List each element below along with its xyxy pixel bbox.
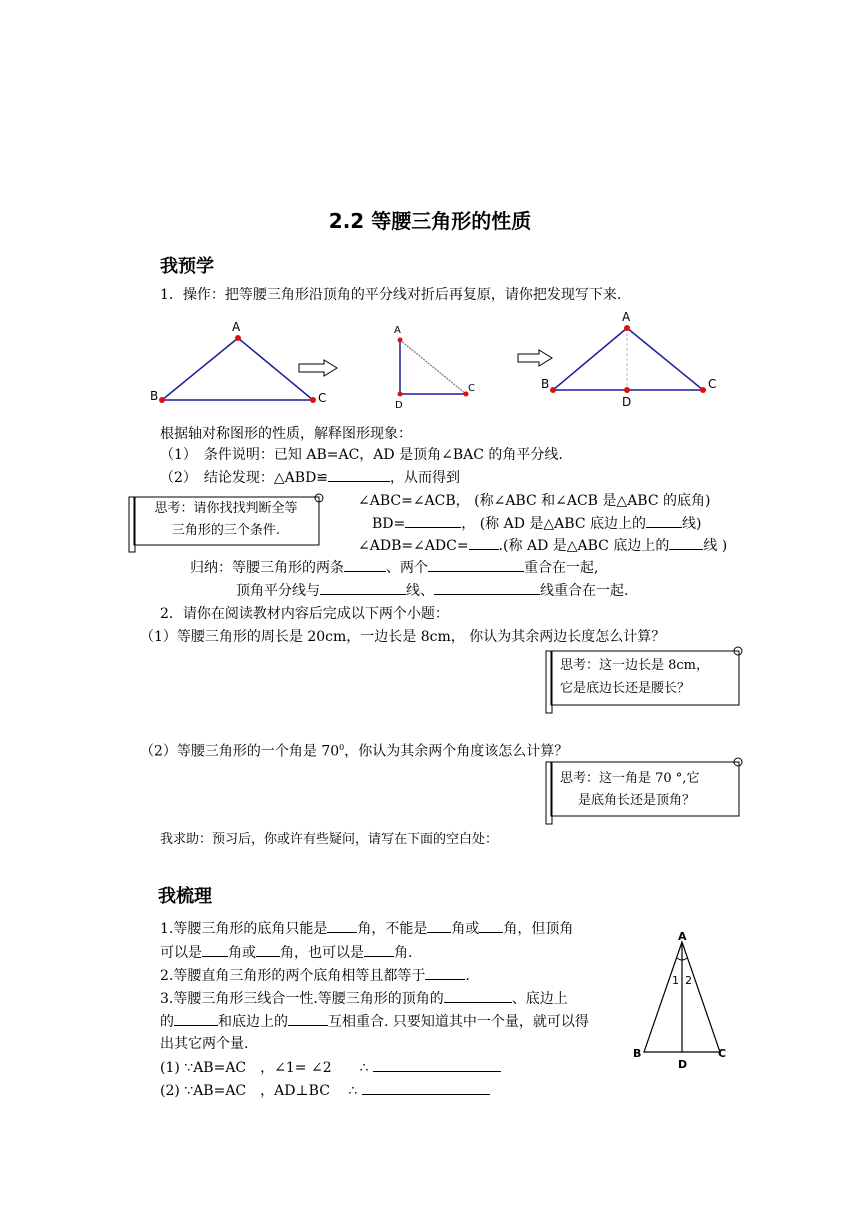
q1-condition: （1） 条件说明：已知 AB=AC，AD 是顶角∠BAC 的角平分线. <box>160 447 563 463</box>
q1-line-1: ∠ABC=∠ACB， (称∠ABC 和∠ACB 是△ABC 的底角) <box>358 493 711 509</box>
q1-conclusion: （2） 结论发现：△ABD≌ ，从而得到 <box>160 467 460 488</box>
organize-line-5: 的 和底边上的 互相重合. 只要知道其中一个量，就可以得 <box>160 1011 589 1032</box>
fig1-label-c: C <box>318 391 327 405</box>
figure-triangle-3 <box>535 308 735 408</box>
think-1-line-2: 三角形的三个条件. <box>171 523 281 538</box>
fig3-label-b: B <box>541 377 550 391</box>
q2-part-2: （2）等腰三角形的一个角是 $70^0$，你认为其余两个角度该怎么计算？ <box>140 743 569 760</box>
fig4-label-c: C <box>718 1047 727 1060</box>
organize-line-1: 1.等腰三角形的底角只能是 角，不能是 角或 角，但顶角 <box>160 918 573 939</box>
fig4-label-1: 1 <box>672 974 679 987</box>
fig3-label-a: A <box>622 310 631 324</box>
organize-line-6: 出其它两个量. <box>160 1036 249 1052</box>
q1-summary-1: 归纳：等腰三角形的两条 、两个 重合在一起, <box>190 557 598 578</box>
think-2-line-2: 它是底边长还是腰长？ <box>560 681 691 696</box>
think-2-line-1: 思考：这一边长是 8cm， <box>560 658 710 673</box>
q2-part-1: （1）等腰三角形的周长是 20cm，一边长是 8cm， 你认为其余两边长度怎么计算？ <box>140 629 666 645</box>
figure-folded-triangle <box>388 320 483 412</box>
think-3-line-2: 是底角长还是顶角？ <box>578 793 696 808</box>
q1-line-3: ∠ADB=∠ADC= .(称 AD 是△ABC 底边上的 线 ) <box>358 535 727 556</box>
arrow-right-icon <box>298 358 340 378</box>
organize-line-7: (1) ∵AB=AC ，∠1= ∠2 ∴ <box>160 1057 501 1078</box>
fig2-label-d: D <box>395 400 403 411</box>
page-title: 2.2 等腰三角形的性质 <box>328 209 532 233</box>
organize-line-4: 3.等腰三角形三线合一性.等腰三角形的顶角的 、底边上 <box>160 988 568 1009</box>
fig4-label-a: A <box>678 930 687 943</box>
organize-line-3: 2.等腰直角三角形的两个底角相等且都等于 . <box>160 965 470 986</box>
q1-line-2: BD= ， (称 AD 是△ABC 底边上的 线) <box>372 513 701 534</box>
q2-intro: 2．请你在阅读教材内容后完成以下两个小题： <box>160 606 449 622</box>
fig2-label-a: A <box>394 325 401 336</box>
q1-intro: 1．操作：把等腰三角形沿顶角的平分线对折后再复原，请你把发现写下来. <box>160 287 622 303</box>
organize-line-8: (2) ∵AB=AC ，AD⊥BC ∴ <box>160 1080 490 1101</box>
fig3-label-c: C <box>708 377 717 391</box>
help-text: 我求助：预习后，你或许有些疑问，请写在下面的空白处： <box>160 832 499 847</box>
section-preview: 我预学 <box>160 256 214 277</box>
organize-line-2: 可以是 角或 角，也可以是 角. <box>160 942 412 963</box>
q1-explain: 根据轴对称图形的性质，解释图形现象： <box>160 426 412 442</box>
fig2-label-c: C <box>468 383 475 394</box>
fig4-label-d: D <box>678 1058 688 1071</box>
fig4-label-b: B <box>633 1047 642 1060</box>
section-organize: 我梳理 <box>158 886 212 907</box>
fig1-label-b: B <box>150 389 159 403</box>
think-3-line-1: 思考：这一角是 70 °,它 <box>560 771 700 786</box>
fig3-label-d: D <box>622 395 632 408</box>
figure-triangle-4 <box>628 928 738 1074</box>
fig4-label-2: 2 <box>685 974 692 987</box>
q1-summary-2: 顶角平分线与 线、 线重合在一起. <box>236 580 628 601</box>
think-1-line-1: 思考：请你找找判断全等 <box>154 501 298 516</box>
fig1-label-a: A <box>232 320 241 334</box>
